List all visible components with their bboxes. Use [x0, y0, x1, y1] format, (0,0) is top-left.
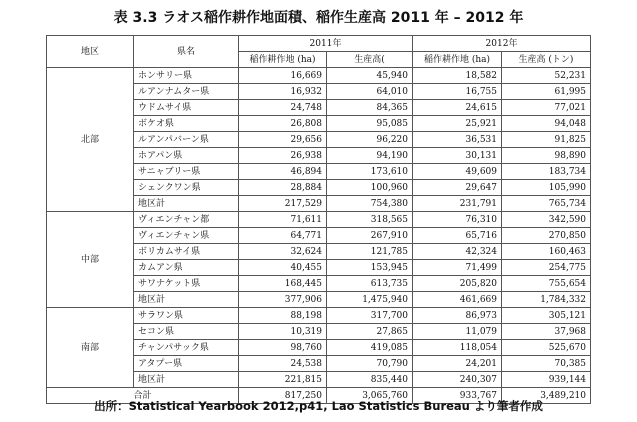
prefecture-name: サラワン県 [134, 308, 239, 324]
production-2012: 755,654 [502, 276, 591, 292]
area-2012: 29,647 [413, 180, 502, 196]
total-area-2012: 933,767 [413, 388, 502, 404]
area-2011: 377,906 [239, 292, 327, 308]
prefecture-name: 地区計 [134, 292, 239, 308]
production-2011: 96,220 [327, 132, 413, 148]
area-2011: 168,445 [239, 276, 327, 292]
production-2012: 70,385 [502, 356, 591, 372]
table-row [47, 68, 591, 84]
area-2011: 28,884 [239, 180, 327, 196]
area-2011: 26,808 [239, 116, 327, 132]
area-2012: 65,716 [413, 228, 502, 244]
prefecture-name: サニャブリー県 [134, 164, 239, 180]
area-2011: 221,815 [239, 372, 327, 388]
header-production-2011: 生産高( [327, 52, 413, 68]
area-2011: 98,760 [239, 340, 327, 356]
area-2012: 24,615 [413, 100, 502, 116]
table-title: 表 3.3 ラオス稲作耕作地面積、稲作生産高 2011 年 – 2012 年 [113, 10, 524, 26]
production-2012: 183,734 [502, 164, 591, 180]
area-2012: 11,079 [413, 324, 502, 340]
area-2011: 64,771 [239, 228, 327, 244]
prefecture-name: ヴィエンチャン県 [134, 228, 239, 244]
total-production-2012: 3,489,210 [502, 388, 591, 404]
area-2012: 24,201 [413, 356, 502, 372]
source-note: 出所：Statistical Yearbook 2012,p41, Lao Statistics Bureau より筆者作成 [94, 399, 543, 413]
prefecture-name: セコン県 [134, 324, 239, 340]
region-name: 北部 [47, 68, 134, 212]
header-year-2012: 2012年 [413, 36, 591, 52]
prefecture-name: カムアン県 [134, 260, 239, 276]
total-label: 合計 [47, 388, 239, 404]
area-2012: 118,054 [413, 340, 502, 356]
production-2012: 939,144 [502, 372, 591, 388]
area-2011: 16,932 [239, 84, 327, 100]
production-2011: 45,940 [327, 68, 413, 84]
area-2012: 205,820 [413, 276, 502, 292]
production-2012: 254,775 [502, 260, 591, 276]
production-2011: 100,960 [327, 180, 413, 196]
area-2012: 76,310 [413, 212, 502, 228]
area-2012: 49,609 [413, 164, 502, 180]
production-2012: 342,590 [502, 212, 591, 228]
area-2011: 16,669 [239, 68, 327, 84]
region-name: 南部 [47, 308, 134, 388]
production-2012: 61,995 [502, 84, 591, 100]
total-production-2011: 3,065,760 [327, 388, 413, 404]
area-2012: 25,921 [413, 116, 502, 132]
production-2011: 754,380 [327, 196, 413, 212]
production-2011: 835,440 [327, 372, 413, 388]
production-2011: 94,190 [327, 148, 413, 164]
table-row [47, 212, 591, 228]
header-area-2012: 稲作耕作地 (ha) [413, 52, 502, 68]
prefecture-name: ホンサリー県 [134, 68, 239, 84]
production-2012: 98,890 [502, 148, 591, 164]
header-production-2012: 生産高 (トン) [502, 52, 591, 68]
production-2012: 94,048 [502, 116, 591, 132]
header-year-2011: 2011年 [239, 36, 413, 52]
prefecture-name: ウドムサイ県 [134, 100, 239, 116]
production-2011: 173,610 [327, 164, 413, 180]
production-2012: 37,968 [502, 324, 591, 340]
prefecture-name: チャンパサック県 [134, 340, 239, 356]
prefecture-name: アタプー県 [134, 356, 239, 372]
area-2012: 86,973 [413, 308, 502, 324]
production-2011: 317,700 [327, 308, 413, 324]
production-2012: 105,990 [502, 180, 591, 196]
production-2012: 1,784,332 [502, 292, 591, 308]
production-2011: 419,085 [327, 340, 413, 356]
header-prefecture: 県名 [134, 36, 239, 68]
area-2011: 24,748 [239, 100, 327, 116]
production-2012: 270,850 [502, 228, 591, 244]
area-2011: 24,538 [239, 356, 327, 372]
production-2012: 525,670 [502, 340, 591, 356]
area-2012: 30,131 [413, 148, 502, 164]
production-2011: 27,865 [327, 324, 413, 340]
production-2012: 305,121 [502, 308, 591, 324]
area-2012: 461,669 [413, 292, 502, 308]
rice-table [46, 35, 591, 404]
prefecture-name: ルアンパバーン県 [134, 132, 239, 148]
area-2011: 88,198 [239, 308, 327, 324]
prefecture-name: シェンクワン県 [134, 180, 239, 196]
prefecture-name: ホアパン県 [134, 148, 239, 164]
production-2012: 160,463 [502, 244, 591, 260]
area-2011: 26,938 [239, 148, 327, 164]
production-2011: 318,565 [327, 212, 413, 228]
production-2011: 70,790 [327, 356, 413, 372]
prefecture-name: ルアンナムター県 [134, 84, 239, 100]
area-2011: 71,611 [239, 212, 327, 228]
production-2011: 267,910 [327, 228, 413, 244]
area-2012: 36,531 [413, 132, 502, 148]
production-2012: 52,231 [502, 68, 591, 84]
production-2011: 121,785 [327, 244, 413, 260]
area-2012: 16,755 [413, 84, 502, 100]
total-area-2011: 817,250 [239, 388, 327, 404]
prefecture-name: ボリカムサイ県 [134, 244, 239, 260]
prefecture-name: ヴィエンチャン都 [134, 212, 239, 228]
prefecture-name: 地区計 [134, 196, 239, 212]
area-2011: 46,894 [239, 164, 327, 180]
prefecture-name: ボケオ県 [134, 116, 239, 132]
production-2012: 765,734 [502, 196, 591, 212]
production-2011: 153,945 [327, 260, 413, 276]
table-body [47, 68, 591, 388]
production-2011: 95,085 [327, 116, 413, 132]
area-2012: 71,499 [413, 260, 502, 276]
prefecture-name: サワナケット県 [134, 276, 239, 292]
production-2011: 1,475,940 [327, 292, 413, 308]
production-2012: 77,021 [502, 100, 591, 116]
area-2012: 231,791 [413, 196, 502, 212]
area-2011: 32,624 [239, 244, 327, 260]
area-2011: 10,319 [239, 324, 327, 340]
area-2012: 42,324 [413, 244, 502, 260]
table-row [47, 308, 591, 324]
production-2011: 84,365 [327, 100, 413, 116]
prefecture-name: 地区計 [134, 372, 239, 388]
production-2011: 613,735 [327, 276, 413, 292]
area-2011: 40,455 [239, 260, 327, 276]
header-area-2011: 稲作耕作地 (ha) [239, 52, 327, 68]
area-2011: 217,529 [239, 196, 327, 212]
production-2011: 64,010 [327, 84, 413, 100]
production-2012: 91,825 [502, 132, 591, 148]
header-region: 地区 [47, 36, 134, 68]
area-2011: 29,656 [239, 132, 327, 148]
area-2012: 240,307 [413, 372, 502, 388]
region-name: 中部 [47, 212, 134, 308]
area-2012: 18,582 [413, 68, 502, 84]
